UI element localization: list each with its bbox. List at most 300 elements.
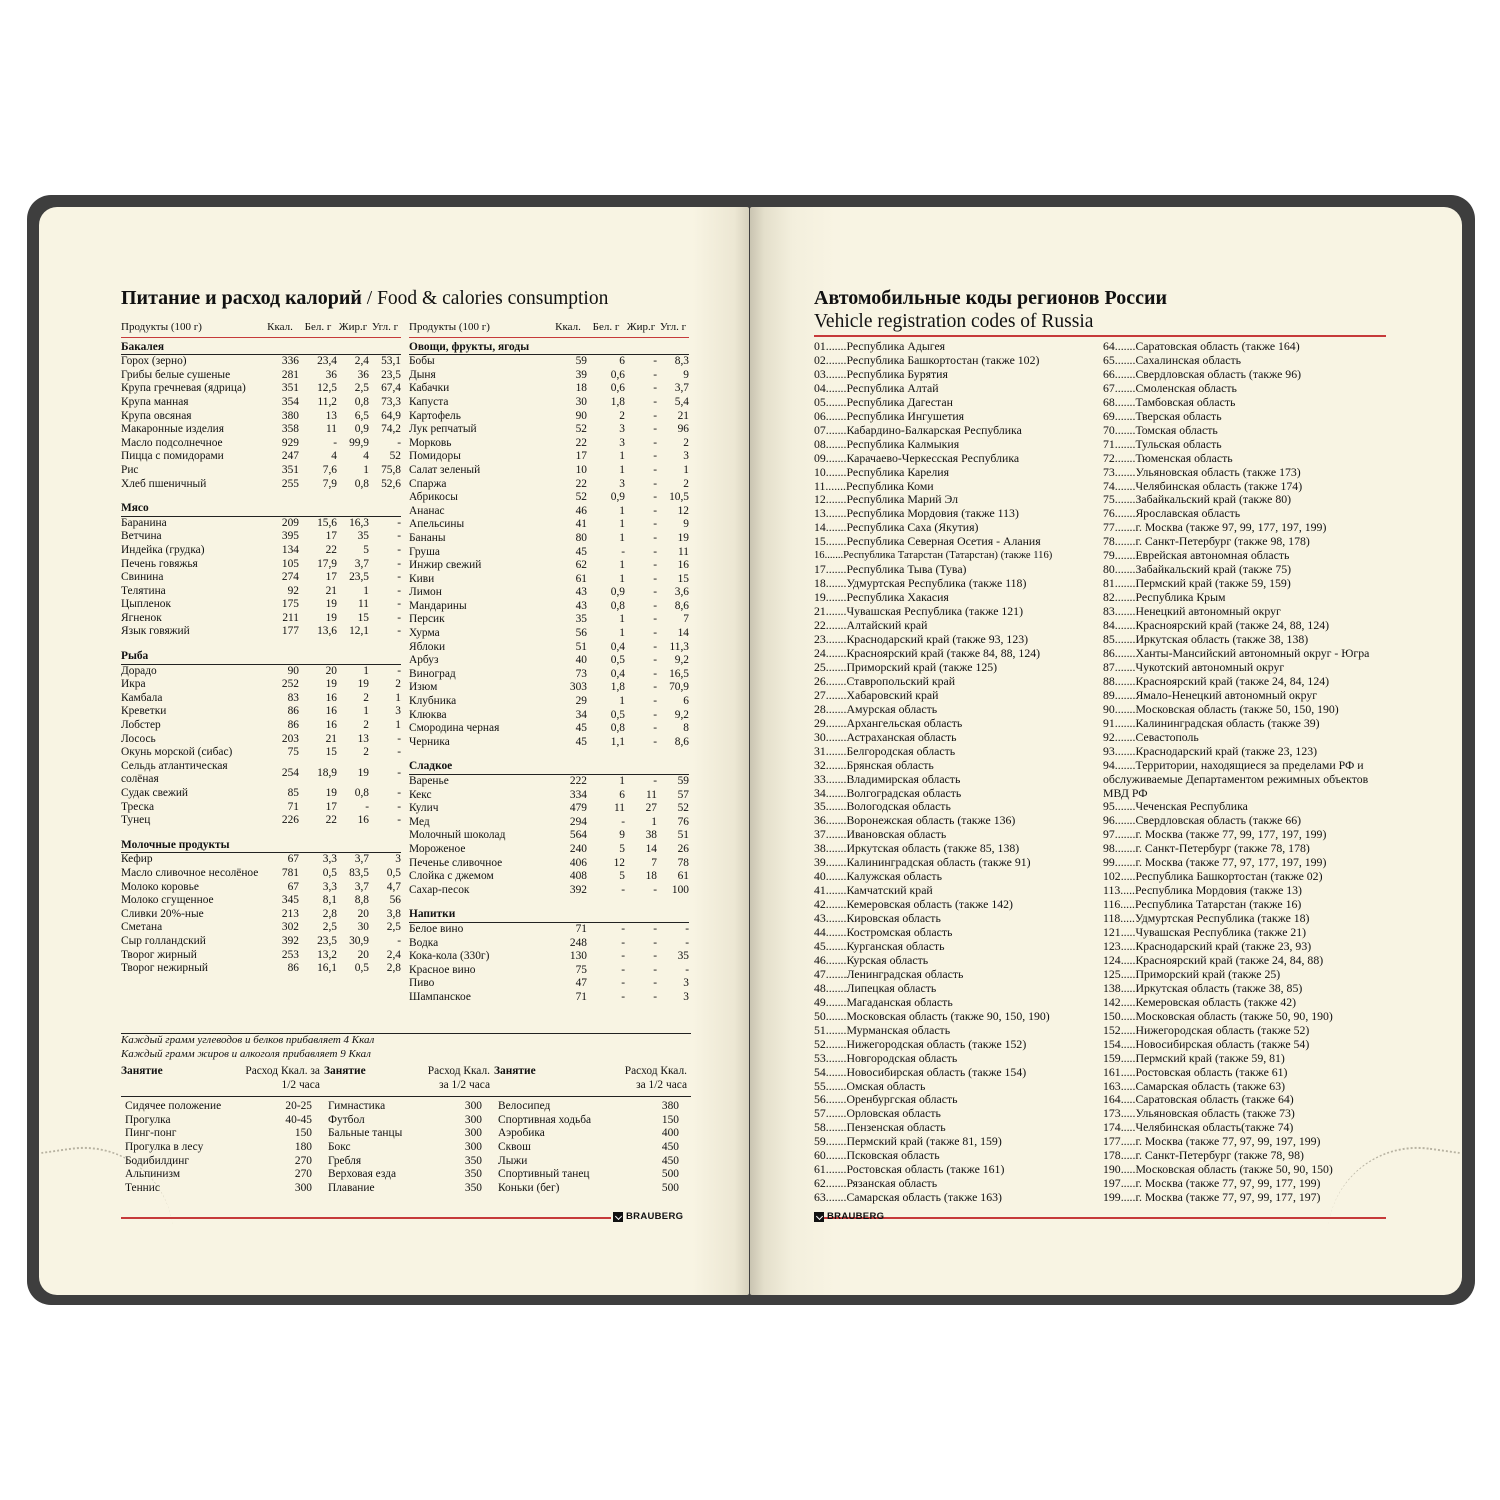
food-value: 358 [281, 423, 299, 436]
food-value: - [653, 572, 657, 585]
food-value: 0,8 [610, 722, 625, 735]
food-value: 59 [677, 775, 689, 787]
food-row [409, 950, 689, 964]
food-value: 2 [683, 477, 689, 490]
food-name: Кекс [409, 788, 432, 801]
food-value: 13,6 [317, 625, 337, 638]
region-code-row: 28.......Амурская область [814, 701, 938, 716]
region-code-row: 177.....г. Москва (также 77, 97, 99, 197, 199) [1103, 1134, 1321, 1149]
food-name: Лимон [409, 586, 442, 599]
food-value: 8,6 [674, 599, 689, 612]
food-name: Лосось [121, 732, 156, 745]
food-value: - [397, 530, 401, 543]
food-value: 83,5 [349, 866, 369, 879]
right-page [750, 207, 1462, 1295]
food-value: 35 [357, 530, 369, 543]
food-value: - [621, 883, 625, 896]
food-value: 11,2 [317, 395, 337, 408]
food-value: 4 [363, 450, 369, 463]
food-value: - [653, 531, 657, 544]
food-value: 1,8 [610, 681, 625, 694]
food-value: 52,6 [381, 477, 401, 490]
food-row [121, 396, 401, 410]
food-name: Сыр голландский [121, 934, 206, 947]
food-value: - [397, 625, 401, 638]
food-value: 86 [287, 962, 299, 975]
food-row [121, 705, 401, 719]
activity-row [121, 1155, 691, 1169]
region-code-row: 159.....Пермский край (также 59, 81) [1103, 1050, 1285, 1065]
food-value: 2,8 [386, 962, 401, 975]
food-value: - [397, 746, 401, 759]
food-value: - [397, 732, 401, 745]
food-value: 19 [325, 678, 337, 691]
food-name: Творог жирный [121, 948, 197, 961]
food-row [121, 585, 401, 599]
region-code-row: 71.......Тульская область [1103, 436, 1222, 451]
food-row [121, 464, 401, 478]
food-value: 23,5 [349, 571, 369, 584]
region-code-row: 96.......Свердловская область (также 66) [1103, 813, 1302, 828]
activity-kcal: 400 [661, 1127, 679, 1140]
region-code-row: 152.....Нижегородская область (также 52) [1103, 1022, 1310, 1037]
food-value: 3 [619, 477, 625, 490]
food-value: 100 [671, 883, 689, 896]
food-section-row [409, 897, 689, 922]
food-row [121, 746, 401, 760]
food-value: 1 [363, 463, 369, 476]
food-value: - [653, 355, 657, 368]
region-code-row: 82.......Республика Крым [1103, 590, 1226, 605]
food-section-title: Мясо [121, 491, 401, 516]
food-row [409, 857, 689, 871]
food-name: Ананас [409, 504, 445, 517]
food-row [409, 922, 689, 936]
food-value: - [397, 516, 401, 529]
food-value: 1 [651, 815, 657, 828]
food-value: 73 [575, 667, 587, 680]
brand-logo: BRAUBERG [814, 1211, 884, 1222]
region-code-row: 41.......Камчатский край [814, 883, 933, 898]
food-row [409, 369, 689, 383]
food-value: 15 [325, 746, 337, 759]
food-value: 20 [325, 664, 337, 677]
food-row [409, 382, 689, 396]
header-cell: Угл. г [369, 321, 401, 337]
food-name: Инжир свежий [409, 559, 482, 572]
food-value: - [397, 664, 401, 677]
region-code-row: 94.......Территории, находящиеся за пределами РФ и обслуживаемые Департаментом режимных объектов МВД РФ [1103, 757, 1369, 800]
food-name: Творог нежирный [121, 962, 208, 975]
region-code-row: 17.......Республика Тыва (Тува) [814, 562, 967, 577]
food-value: 4 [331, 450, 337, 463]
food-value: - [653, 518, 657, 531]
food-row [121, 355, 401, 369]
food-value: 19 [325, 598, 337, 611]
activity-name: Лыжи [498, 1154, 528, 1167]
region-code-row: 08.......Республика Калмыкия [814, 436, 960, 451]
activity-name: Прогулка [125, 1113, 171, 1126]
vehicle-codes-title-en: Vehicle registration codes of Russia [814, 311, 1094, 332]
food-row [409, 681, 689, 695]
region-code-row: 70.......Томская область [1103, 422, 1218, 437]
header-cell: Жир.г [337, 321, 369, 337]
food-value: 90 [287, 664, 299, 677]
region-code-row: 81.......Пермский край (также 59, 159) [1103, 576, 1291, 591]
vehicle-codes-title: Автомобильные коды регионов России [814, 287, 1167, 309]
food-name: Мед [409, 815, 430, 828]
food-value: 74,2 [381, 423, 401, 436]
activity-row [121, 1097, 691, 1114]
food-value: 17 [325, 571, 337, 584]
activity-name: Альпинизм [125, 1168, 181, 1181]
activity-kcal: 40-45 [285, 1113, 312, 1126]
food-row [121, 908, 401, 922]
header-cell: Жир.г [625, 321, 657, 337]
food-name: Хурма [409, 627, 440, 640]
region-code-row: 05.......Республика Дагестан [814, 394, 953, 409]
food-value: 11 [614, 802, 625, 815]
food-value: 1 [395, 719, 401, 732]
food-row [409, 450, 689, 464]
activity-kcal: 300 [464, 1127, 482, 1140]
activity-name: Прогулка в лесу [125, 1140, 204, 1153]
activity-name: Сквош [498, 1140, 531, 1153]
food-value: - [653, 382, 657, 395]
food-value: - [653, 450, 657, 463]
food-value: 9,2 [674, 654, 689, 667]
region-code-row: 123.....Краснодарский край (также 23, 93) [1103, 938, 1312, 953]
food-value: 3 [619, 423, 625, 436]
food-value: - [653, 950, 657, 963]
food-name: Масло подсолнечное [121, 436, 223, 449]
food-value: 209 [281, 516, 299, 529]
food-value: 86 [287, 719, 299, 732]
food-name: Дорадо [121, 664, 157, 677]
food-value: 8,1 [322, 894, 337, 907]
food-value: 18 [645, 870, 657, 883]
food-value: 252 [281, 678, 299, 691]
food-value: 67,4 [381, 382, 401, 395]
food-value: 80 [575, 531, 587, 544]
food-value: 240 [569, 842, 587, 855]
region-code-row: 47.......Ленинградская область [814, 966, 964, 981]
region-code-row: 33.......Владимирская область [814, 771, 961, 786]
region-code-row: 84.......Красноярский край (также 24, 88, 124) [1103, 618, 1330, 633]
food-value: - [397, 934, 401, 947]
food-value: - [653, 491, 657, 504]
food-value: - [653, 395, 657, 408]
food-value: 56 [389, 894, 401, 907]
region-code-row: 19.......Республика Хакасия [814, 590, 949, 605]
food-value: - [653, 436, 657, 449]
food-row [121, 612, 401, 626]
nutrition-title: Питание и расход калорий / Food & calories consumption [121, 287, 609, 309]
food-row [409, 573, 689, 587]
food-value: 23,5 [381, 368, 401, 381]
activity-kcal: 300 [464, 1100, 482, 1113]
activity-name: Футбол [328, 1113, 365, 1126]
food-value: 29 [575, 695, 587, 708]
food-value: 0,9 [610, 586, 625, 599]
food-value: 75 [287, 746, 299, 759]
region-code-row: 31.......Белгородская область [814, 743, 956, 758]
food-name: Масло сливочное несолёное [121, 866, 259, 879]
food-value: 17 [575, 450, 587, 463]
food-value: 929 [281, 436, 299, 449]
activity-kcal: 300 [294, 1181, 312, 1194]
food-row [121, 814, 401, 828]
food-section-title: Молочные продукты [121, 828, 401, 853]
region-code-row: 18.......Удмуртская Республика (также 118) [814, 576, 1027, 591]
food-value: 11 [358, 598, 369, 611]
food-value: 23,5 [317, 934, 337, 947]
food-value: 23,4 [317, 355, 337, 368]
food-row [121, 450, 401, 464]
food-value: 41 [575, 518, 587, 531]
food-value: 203 [281, 732, 299, 745]
food-row [121, 949, 401, 963]
food-value: 10 [575, 463, 587, 476]
food-row [409, 802, 689, 816]
food-value: 2,8 [322, 907, 337, 920]
food-value: - [653, 545, 657, 558]
food-name: Свинина [121, 571, 164, 584]
activity-name: Сидячее положение [125, 1100, 222, 1113]
food-row [409, 627, 689, 641]
food-value: 30 [575, 395, 587, 408]
region-code-row: 11.......Республика Коми [814, 478, 934, 493]
food-value: 27 [645, 802, 657, 815]
note-fat-alcohol: Каждый грамм жиров и алкоголя прибавляет 9 Ккал [121, 1047, 371, 1060]
region-code-row: 66.......Свердловская область (также 96) [1103, 366, 1302, 381]
activity-kcal: 270 [294, 1168, 312, 1181]
food-value: 15 [357, 611, 369, 624]
food-value: 7,9 [322, 477, 337, 490]
region-code-row: 21.......Чувашская Республика (также 121) [814, 604, 1024, 619]
food-value: - [621, 963, 625, 976]
food-name: Груша [409, 545, 440, 558]
food-row [121, 719, 401, 733]
food-value: 64,9 [381, 409, 401, 422]
food-row [409, 532, 689, 546]
region-code-row: 80.......Забайкальский край (также 75) [1103, 562, 1292, 577]
activity-kcal: 150 [661, 1113, 679, 1126]
food-value: 20 [357, 907, 369, 920]
food-value: 0,8 [354, 787, 369, 799]
food-row [121, 733, 401, 747]
food-value: 8 [683, 722, 689, 735]
left-page [39, 207, 749, 1295]
food-value: - [653, 599, 657, 612]
food-value: 3 [395, 705, 401, 718]
activity-kcal: 180 [294, 1140, 312, 1153]
region-code-row: 04.......Республика Алтай [814, 380, 939, 395]
activity-name: Спортивный танец [498, 1168, 590, 1181]
food-row [409, 775, 689, 789]
food-value: 408 [569, 870, 587, 883]
title-rule [814, 335, 1386, 337]
region-code-row: 36.......Воронежская область (также 136) [814, 813, 1016, 828]
food-row [121, 478, 401, 492]
food-value: 175 [281, 598, 299, 611]
activity-name: Аэробика [498, 1127, 545, 1140]
food-value: 51 [677, 829, 689, 842]
food-value: - [621, 545, 625, 558]
food-value: - [653, 586, 657, 599]
food-section-row [121, 491, 401, 516]
food-value: 3 [683, 450, 689, 463]
food-value: 61 [677, 870, 689, 883]
food-row [409, 464, 689, 478]
note-carbs-protein: Каждый грамм углеводов и белков прибавляет 4 Ккал [121, 1034, 375, 1046]
food-row [121, 625, 401, 639]
food-value: - [621, 977, 625, 990]
region-code-row: 142.....Кемеровская область (также 42) [1103, 994, 1297, 1009]
food-row [121, 516, 401, 530]
food-row [409, 843, 689, 857]
food-row [121, 894, 401, 908]
food-value: - [653, 613, 657, 626]
food-value: - [621, 922, 625, 935]
food-value: 30 [357, 921, 369, 934]
activity-name: Плавание [328, 1181, 375, 1194]
food-value: 12 [677, 504, 689, 517]
food-value: 18,9 [317, 766, 337, 779]
food-value: 13 [325, 409, 337, 422]
region-code-row: 62.......Рязанская область [814, 1176, 938, 1191]
food-name: Креветки [121, 705, 167, 718]
food-name: Яблоки [409, 640, 446, 653]
region-code-row: 54.......Новосибирская область (также 154) [814, 1064, 1027, 1079]
food-value: 213 [281, 907, 299, 920]
region-code-row: 74.......Челябинская область (также 174) [1103, 478, 1303, 493]
food-row [121, 760, 401, 787]
food-row [409, 410, 689, 424]
activity-row [121, 1127, 691, 1141]
food-value: 3,7 [354, 853, 369, 866]
activity-row [121, 1168, 691, 1182]
region-code-row: 63.......Самарская область (также 163) [814, 1190, 1002, 1205]
food-value: 15 [677, 572, 689, 585]
food-row [121, 692, 401, 706]
food-value: 7 [683, 613, 689, 626]
food-value: 75 [575, 963, 587, 976]
food-value: 96 [677, 423, 689, 436]
activity-header: Занятие [121, 1065, 236, 1097]
region-code-row: 53.......Новгородская область [814, 1050, 958, 1065]
food-value: - [397, 611, 401, 624]
food-section-row [121, 337, 401, 355]
food-value: 57 [677, 788, 689, 801]
region-code-row: 161.....Ростовская область (также 61) [1103, 1064, 1288, 1079]
food-value: 1 [363, 705, 369, 718]
region-code-row: 40.......Калужская область [814, 869, 942, 884]
food-value: 86 [287, 705, 299, 718]
activity-kcal: 270 [294, 1154, 312, 1167]
brand-mark-icon [814, 1212, 824, 1222]
region-code-row: 97.......г. Москва (также 77, 99, 177, 197, 199) [1103, 827, 1327, 842]
food-value: 11 [678, 545, 689, 558]
food-value: 0,4 [610, 667, 625, 680]
food-value: - [653, 477, 657, 490]
activity-table [121, 1065, 691, 1195]
activity-rate-header: Расход Ккал. за 1/2 часа [426, 1065, 494, 1097]
food-value: 19 [357, 678, 369, 691]
brand-logo: BRAUBERG [613, 1211, 683, 1222]
food-table-right [409, 321, 689, 1005]
food-row [409, 654, 689, 668]
region-code-row: 48.......Липецкая область [814, 980, 937, 995]
food-name: Ветчина [121, 530, 162, 543]
food-value: 1 [619, 450, 625, 463]
food-name: Арбуз [409, 654, 439, 667]
food-value: 2,5 [386, 921, 401, 934]
header-cell: Ккал. [549, 321, 587, 337]
region-code-row: 29.......Архангельская область [814, 715, 963, 730]
food-value: 52 [677, 802, 689, 815]
food-name: Пицца с помидорами [121, 450, 224, 463]
food-name: Крупа гречневая (ядрица) [121, 382, 246, 395]
food-value: 8,8 [354, 894, 369, 907]
food-value: - [653, 883, 657, 896]
food-value: - [653, 708, 657, 721]
food-value: 351 [281, 382, 299, 395]
food-value: - [653, 667, 657, 680]
food-value: 16 [325, 705, 337, 718]
food-value: 67 [287, 853, 299, 866]
food-value: 134 [281, 543, 299, 556]
activity-kcal: 20-25 [285, 1100, 312, 1113]
activity-kcal: 350 [464, 1154, 482, 1167]
region-code-row: 93.......Краснодарский край (также 23, 123) [1103, 743, 1318, 758]
food-value: 7 [651, 856, 657, 869]
food-row [121, 853, 401, 867]
food-value: 3,3 [322, 880, 337, 893]
food-row [121, 423, 401, 437]
region-code-row: 83.......Ненецкий автономный округ [1103, 604, 1281, 619]
food-value: 21 [325, 584, 337, 597]
food-value: - [653, 409, 657, 422]
food-name: Тунец [121, 814, 151, 827]
food-value: 345 [281, 894, 299, 907]
food-row [409, 668, 689, 682]
food-name: Слойка с джемом [409, 870, 494, 883]
header-cell: Бел. г [587, 321, 625, 337]
food-row [409, 491, 689, 505]
food-value: 21 [325, 732, 337, 745]
food-name: Кулич [409, 802, 439, 815]
food-row [409, 977, 689, 991]
food-value: 78 [677, 856, 689, 869]
food-name: Смородина черная [409, 722, 500, 735]
food-value: 12,1 [349, 625, 369, 638]
region-code-row: 56.......Оренбургская область [814, 1092, 958, 1107]
region-code-row: 55.......Омская область [814, 1078, 926, 1093]
food-row [409, 478, 689, 492]
food-value: 334 [569, 788, 587, 801]
food-value: 43 [575, 599, 587, 612]
food-value: 62 [575, 559, 587, 572]
region-code-row: 73.......Ульяновская область (также 173) [1103, 464, 1301, 479]
region-code-row: 79.......Еврейская автономная область [1103, 548, 1290, 563]
food-row [409, 829, 689, 843]
region-code-row: 150.....Московская область (также 50, 90, 190) [1103, 1008, 1333, 1023]
region-code-row: 09.......Карачаево-Черкесская Республика [814, 450, 1020, 465]
food-name: Черника [409, 735, 450, 748]
region-code-row: 10.......Республика Карелия [814, 464, 950, 479]
food-value: - [685, 936, 689, 949]
